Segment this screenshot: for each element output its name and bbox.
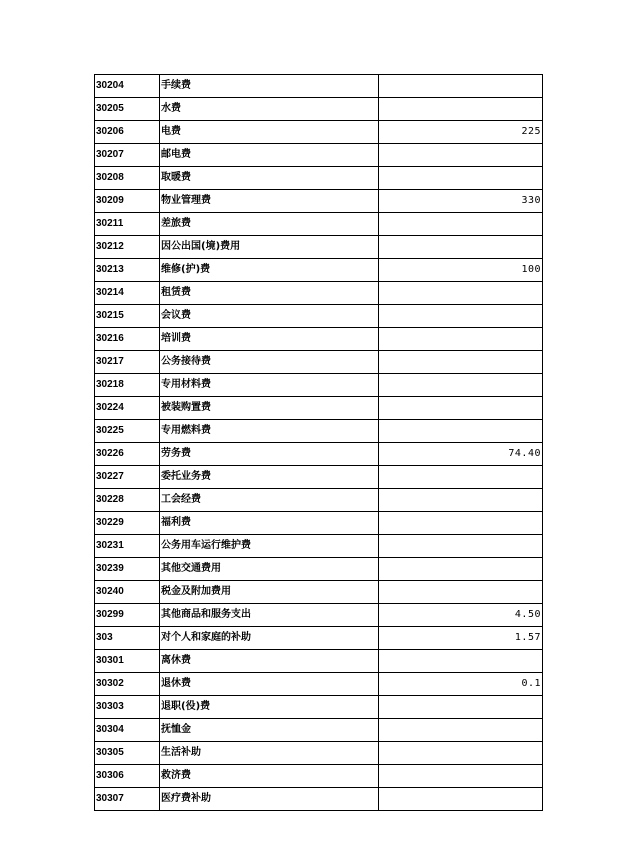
row-amount <box>379 765 543 788</box>
row-code: 30239 <box>95 558 160 581</box>
table-row <box>95 535 543 558</box>
table-row <box>95 397 543 420</box>
row-name: 差旅费 <box>160 213 379 236</box>
row-code: 30306 <box>95 765 160 788</box>
table-row <box>95 305 543 328</box>
row-name: 公务接待费 <box>160 351 379 374</box>
row-name: 租赁费 <box>160 282 379 305</box>
row-code: 30205 <box>95 98 160 121</box>
row-name: 其他交通费用 <box>160 558 379 581</box>
row-code: 30240 <box>95 581 160 604</box>
table-row <box>95 558 543 581</box>
row-code: 30208 <box>95 167 160 190</box>
row-amount <box>379 581 543 604</box>
row-code: 30229 <box>95 512 160 535</box>
row-amount <box>379 282 543 305</box>
row-code: 30211 <box>95 213 160 236</box>
table-row <box>95 98 543 121</box>
row-name: 手续费 <box>160 75 379 98</box>
table-row <box>95 673 543 696</box>
row-code: 30302 <box>95 673 160 696</box>
table-row <box>95 282 543 305</box>
row-code: 30304 <box>95 719 160 742</box>
table-row <box>95 259 543 282</box>
table-row <box>95 167 543 190</box>
row-code: 30301 <box>95 650 160 673</box>
table-row <box>95 190 543 213</box>
row-amount: 100 <box>379 259 543 282</box>
row-code: 30227 <box>95 466 160 489</box>
row-code: 30217 <box>95 351 160 374</box>
row-amount <box>379 167 543 190</box>
row-name: 水费 <box>160 98 379 121</box>
row-name: 退休费 <box>160 673 379 696</box>
row-code: 30209 <box>95 190 160 213</box>
table-row <box>95 765 543 788</box>
row-name: 电费 <box>160 121 379 144</box>
row-name: 退职(役)费 <box>160 696 379 719</box>
row-amount <box>379 236 543 259</box>
budget-expenditure-table <box>94 74 543 811</box>
row-amount <box>379 305 543 328</box>
row-code: 30303 <box>95 696 160 719</box>
table-row <box>95 650 543 673</box>
row-name: 因公出国(境)费用 <box>160 236 379 259</box>
row-amount <box>379 512 543 535</box>
row-code: 30204 <box>95 75 160 98</box>
row-amount <box>379 719 543 742</box>
row-name: 工会经费 <box>160 489 379 512</box>
row-amount <box>379 535 543 558</box>
row-name: 培训费 <box>160 328 379 351</box>
row-code: 30215 <box>95 305 160 328</box>
row-name: 委托业务费 <box>160 466 379 489</box>
row-amount <box>379 213 543 236</box>
row-name: 物业管理费 <box>160 190 379 213</box>
row-code: 30299 <box>95 604 160 627</box>
table-row <box>95 466 543 489</box>
row-amount <box>379 489 543 512</box>
row-code: 30307 <box>95 788 160 811</box>
table-row <box>95 144 543 167</box>
row-amount <box>379 650 543 673</box>
row-name: 公务用车运行维护费 <box>160 535 379 558</box>
table-row <box>95 443 543 466</box>
row-name: 生活补助 <box>160 742 379 765</box>
row-amount <box>379 788 543 811</box>
table-row <box>95 489 543 512</box>
row-code: 303 <box>95 627 160 650</box>
table-row <box>95 627 543 650</box>
row-code: 30212 <box>95 236 160 259</box>
row-name: 会议费 <box>160 305 379 328</box>
row-amount <box>379 397 543 420</box>
table-row <box>95 75 543 98</box>
row-name: 救济费 <box>160 765 379 788</box>
row-code: 30225 <box>95 420 160 443</box>
row-code: 30218 <box>95 374 160 397</box>
row-code: 30224 <box>95 397 160 420</box>
row-amount: 0.1 <box>379 673 543 696</box>
row-amount <box>379 558 543 581</box>
table-row <box>95 121 543 144</box>
row-name: 劳务费 <box>160 443 379 466</box>
row-name: 其他商品和服务支出 <box>160 604 379 627</box>
table-row <box>95 328 543 351</box>
table-row <box>95 742 543 765</box>
table-body <box>95 75 543 811</box>
row-code: 30213 <box>95 259 160 282</box>
table-row <box>95 719 543 742</box>
row-code: 30231 <box>95 535 160 558</box>
row-amount: 330 <box>379 190 543 213</box>
row-name: 税金及附加费用 <box>160 581 379 604</box>
table-row <box>95 604 543 627</box>
table-row <box>95 581 543 604</box>
row-amount <box>379 696 543 719</box>
row-amount <box>379 98 543 121</box>
row-code: 30214 <box>95 282 160 305</box>
row-name: 对个人和家庭的补助 <box>160 627 379 650</box>
row-name: 福利费 <box>160 512 379 535</box>
row-name: 维修(护)费 <box>160 259 379 282</box>
row-code: 30207 <box>95 144 160 167</box>
row-name: 专用材料费 <box>160 374 379 397</box>
row-code: 30305 <box>95 742 160 765</box>
row-amount <box>379 374 543 397</box>
table-row <box>95 696 543 719</box>
row-amount <box>379 75 543 98</box>
row-name: 医疗费补助 <box>160 788 379 811</box>
row-amount <box>379 466 543 489</box>
table-row <box>95 374 543 397</box>
row-code: 30206 <box>95 121 160 144</box>
row-name: 专用燃料费 <box>160 420 379 443</box>
row-amount <box>379 420 543 443</box>
table-row <box>95 236 543 259</box>
row-name: 邮电费 <box>160 144 379 167</box>
row-name: 抚恤金 <box>160 719 379 742</box>
row-amount: 74.40 <box>379 443 543 466</box>
table-row <box>95 512 543 535</box>
table-row <box>95 420 543 443</box>
row-code: 30226 <box>95 443 160 466</box>
row-amount <box>379 351 543 374</box>
table-row <box>95 351 543 374</box>
row-name: 离休费 <box>160 650 379 673</box>
row-amount <box>379 742 543 765</box>
row-amount: 1.57 <box>379 627 543 650</box>
row-amount <box>379 144 543 167</box>
row-amount: 4.50 <box>379 604 543 627</box>
row-name: 被装购置费 <box>160 397 379 420</box>
row-amount <box>379 328 543 351</box>
table-row <box>95 788 543 811</box>
table-row <box>95 213 543 236</box>
row-amount: 225 <box>379 121 543 144</box>
row-code: 30228 <box>95 489 160 512</box>
row-code: 30216 <box>95 328 160 351</box>
row-name: 取暖费 <box>160 167 379 190</box>
